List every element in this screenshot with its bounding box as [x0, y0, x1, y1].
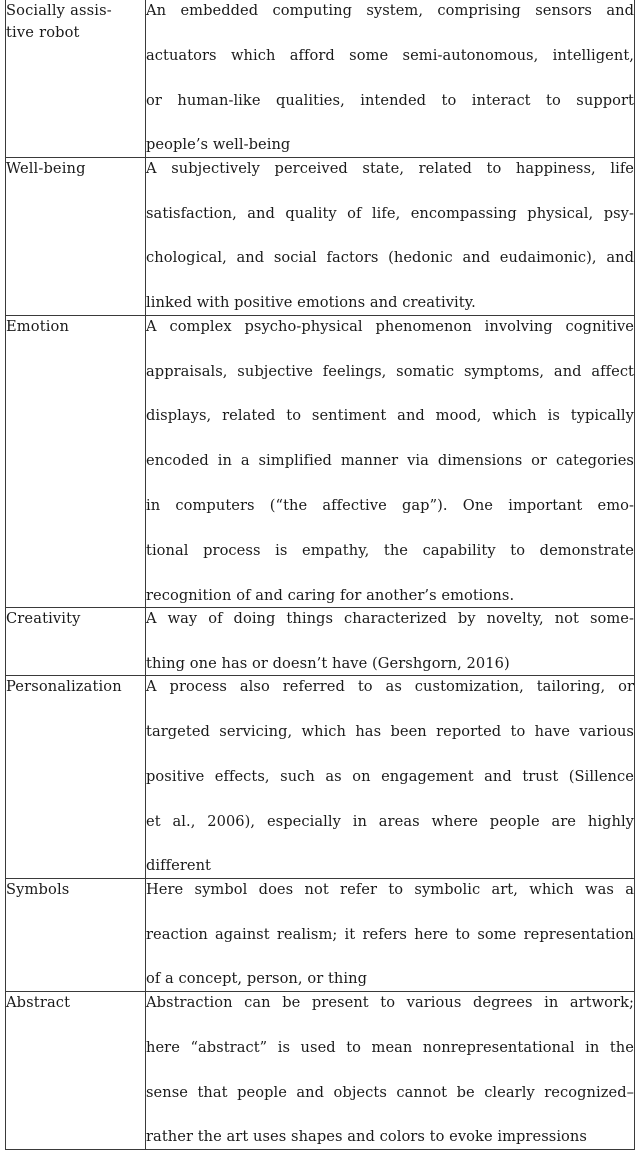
- term-cell: [6, 315, 146, 607]
- definition-line: reaction against realism; it refers here to some representation: [146, 925, 634, 943]
- definition-line: chological, and social factors (hedonic and eudaimonic), and: [146, 249, 634, 267]
- term-line: Abstract: [6, 993, 71, 1011]
- table-row: [6, 607, 635, 675]
- definition-line: targeted servicing, which has been reported to have various: [146, 723, 634, 740]
- definition-line: A subjectively perceived state, related to happiness, life: [146, 159, 634, 177]
- definition-line: An embedded computing system, comprising sensors and: [146, 2, 634, 19]
- term-line: Emotion: [6, 317, 70, 335]
- table-row: [6, 991, 635, 1149]
- definition-line: sense that people and objects cannot be clearly recognized–: [146, 1083, 634, 1101]
- term-cell: [6, 0, 146, 157]
- definition-cell: [146, 315, 635, 607]
- term-cell: [6, 991, 146, 1149]
- definition-line: thing one has or doesn’t have (Gershgorn, 2016): [146, 654, 510, 672]
- definition-line: different: [146, 857, 211, 875]
- definition-cell: [146, 607, 635, 675]
- definition-line: linked with positive emotions and creativity.: [146, 294, 476, 312]
- definition-line: A complex psycho-physical phenomenon involving cognitive: [146, 317, 634, 335]
- definition-cell: [146, 878, 635, 991]
- definition-line: displays, related to sentiment and mood, which is typically: [146, 407, 634, 425]
- definition-line: or human-like qualities, intended to interact to support: [146, 91, 634, 109]
- definition-line: people’s well-being: [146, 136, 291, 154]
- definition-line: of a concept, person, or thing: [146, 970, 367, 988]
- definition-line: rather the art uses shapes and colors to evoke impressions: [146, 1128, 587, 1146]
- term-cell: [6, 157, 146, 315]
- definition-line: et al., 2006), especially in areas where people are highly: [146, 812, 634, 830]
- term-line: Socially assis-: [6, 2, 112, 19]
- term-line: Symbols: [6, 880, 70, 898]
- definition-line: in computers (“the affective gap”). One important emo-: [146, 496, 634, 514]
- definition-line: here “abstract” is used to mean nonrepresentational in the: [146, 1038, 634, 1056]
- term-line: Well-being: [6, 159, 86, 177]
- table-row: [6, 315, 635, 607]
- term-cell: [6, 878, 146, 991]
- table-row: [6, 157, 635, 315]
- table-row: [6, 676, 635, 879]
- definition-cell: [146, 157, 635, 315]
- definition-cell: [146, 0, 635, 157]
- definition-line: Abstraction can be present to various degrees in artwork;: [146, 993, 634, 1011]
- definition-line: encoded in a simplified manner via dimensions or categories: [146, 452, 634, 470]
- table-row: [6, 0, 635, 157]
- glossary-table: [5, 0, 635, 1150]
- definition-line: A way of doing things characterized by novelty, not some-: [146, 609, 634, 627]
- definition-line: satisfaction, and quality of life, encompassing physical, psy-: [146, 204, 634, 222]
- table-row: [6, 878, 635, 991]
- definition-line: recognition of and caring for another’s emotions.: [146, 586, 515, 604]
- term-cell: [6, 607, 146, 675]
- definition-cell: [146, 991, 635, 1149]
- term-line: Creativity: [6, 609, 81, 627]
- definition-line: positive effects, such as on engagement and trust (Sillence: [146, 767, 634, 785]
- definition-line: appraisals, subjective feelings, somatic symptoms, and affect: [146, 362, 634, 380]
- definition-cell: [146, 676, 635, 879]
- term-line: Personalization: [6, 678, 122, 696]
- glossary-table-body: [6, 0, 635, 1149]
- definition-line: actuators which afford some semi-autonomous, intelligent,: [146, 46, 634, 64]
- definition-line: tional process is empathy, the capability to demonstrate: [146, 541, 634, 559]
- definition-line: A process also referred to as customization, tailoring, or: [146, 678, 634, 696]
- term-cell: [6, 676, 146, 879]
- term-line: tive robot: [6, 24, 80, 42]
- definition-line: Here symbol does not refer to symbolic art, which was a: [146, 880, 634, 898]
